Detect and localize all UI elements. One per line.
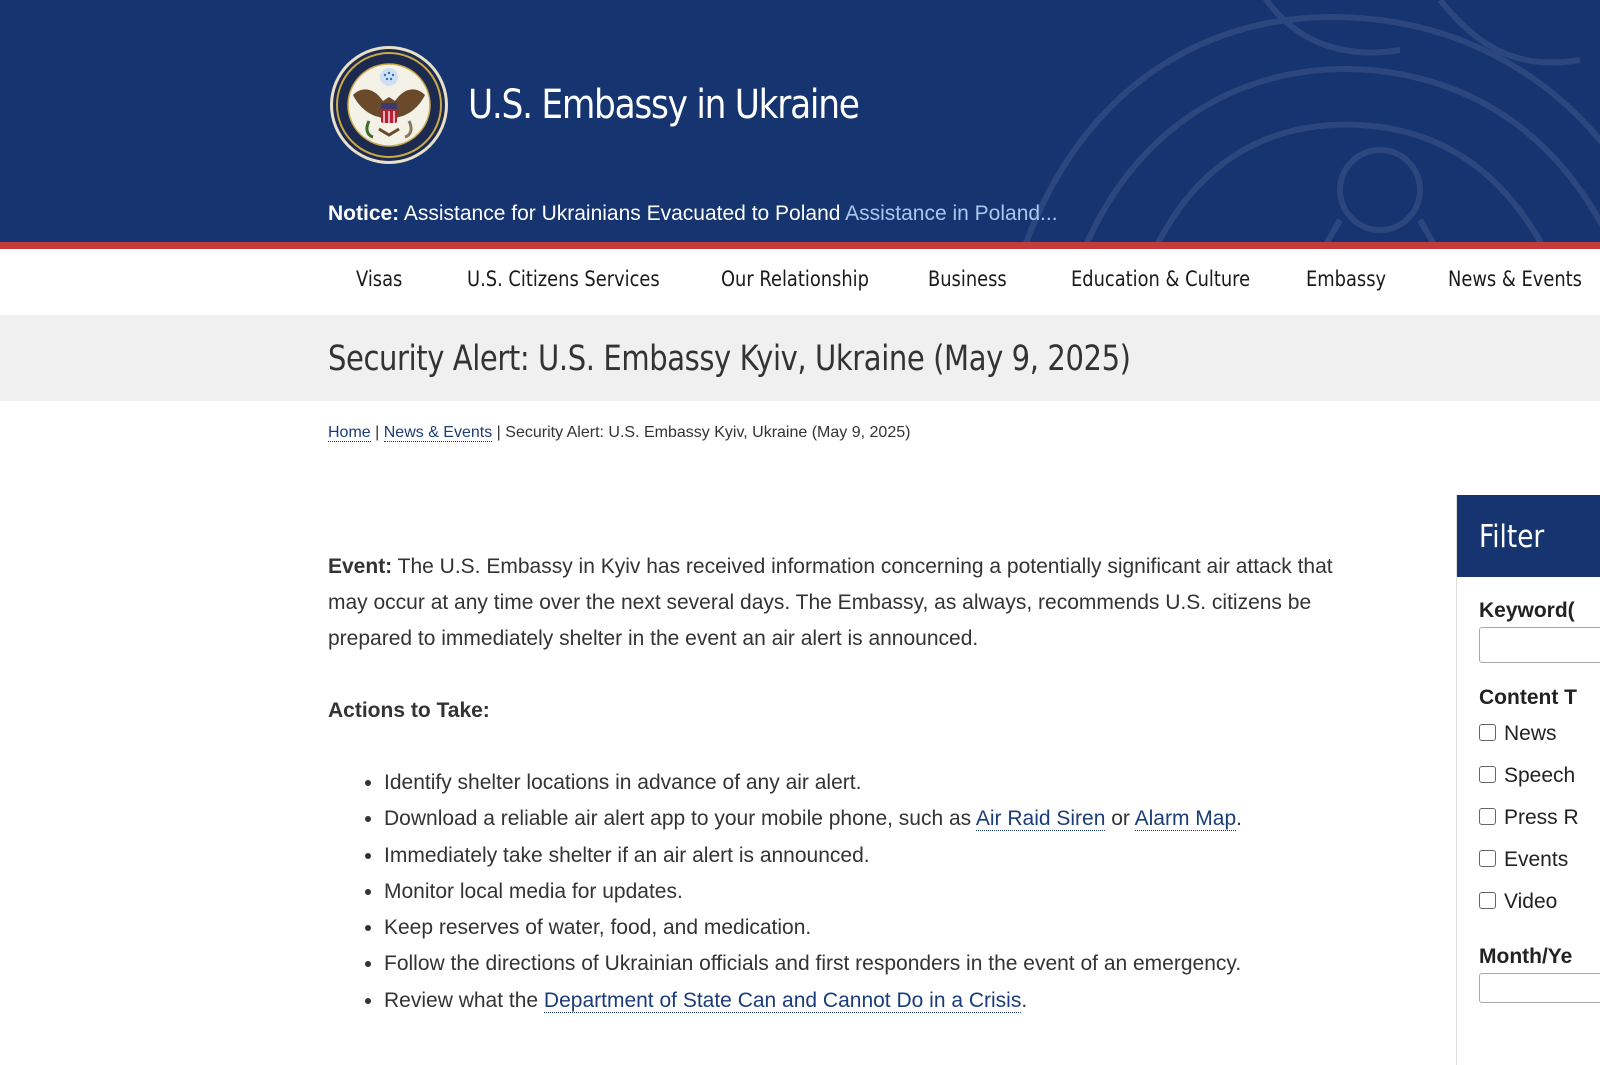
nav-item-news-events[interactable]: News & Events	[1448, 267, 1582, 291]
filter-option-label: Press R	[1504, 806, 1579, 829]
bullet-text: Review what the	[384, 988, 544, 1012]
list-item: • Identify shelter locations in advance of any air alert.	[384, 765, 1358, 801]
checkbox[interactable]	[1479, 850, 1496, 867]
page-title-band	[0, 315, 1600, 401]
breadcrumb	[328, 424, 910, 442]
checkbox[interactable]	[1479, 724, 1496, 741]
main-navigation	[0, 249, 1600, 315]
page-title: Security Alert: U.S. Embassy Kyiv, Ukraine (May 9, 2025)	[328, 339, 1131, 379]
site-header	[0, 0, 1600, 242]
month-year-input[interactable]	[1479, 973, 1600, 1003]
nav-item-us-citizens-services[interactable]: U.S. Citizens Services	[467, 267, 660, 291]
accent-divider	[0, 242, 1600, 249]
notice-label: Notice:	[328, 202, 400, 225]
bullet-text: .	[1236, 807, 1242, 831]
filter-option-news[interactable]	[1479, 722, 1557, 746]
alarm-map-link[interactable]: Alarm Map	[1134, 807, 1237, 831]
air-raid-siren-link[interactable]: Air Raid Siren	[975, 807, 1106, 831]
breadcrumb-current: Security Alert: U.S. Embassy Kyiv, Ukraine (May 9, 2025)	[505, 424, 911, 441]
list-item	[384, 983, 1358, 1019]
checkbox[interactable]	[1479, 892, 1496, 909]
list-item	[384, 801, 1358, 837]
keyword-label: Keyword(	[1479, 599, 1575, 622]
nav-item-our-relationship[interactable]: Our Relationship	[721, 267, 869, 291]
list-item: • Monitor local media for updates.	[384, 874, 1358, 910]
actions-list	[328, 765, 1358, 1019]
nav-item-education-culture[interactable]: Education & Culture	[1071, 267, 1251, 291]
nav-item-business[interactable]: Business	[928, 267, 1007, 291]
filter-option-label: Events	[1504, 848, 1569, 871]
event-text: The U.S. Embassy in Kyiv has received information concerning a potentially significant air attack that may occur at any time over the next several days. The Embassy, as always, recommends U.S. citizens be prepared to immediately shelter in the event an air alert is announced.	[328, 555, 1333, 650]
filter-option-press-release[interactable]	[1479, 806, 1579, 830]
event-paragraph	[328, 549, 1358, 657]
filter-option-events[interactable]	[1479, 848, 1568, 872]
filter-option-label: News	[1504, 722, 1557, 745]
article-body	[328, 549, 1358, 1019]
nav-item-visas[interactable]: Visas	[356, 267, 403, 291]
checkbox[interactable]	[1479, 766, 1496, 783]
filter-panel	[1456, 495, 1600, 1065]
keyword-input[interactable]	[1479, 627, 1600, 663]
bullet-text: .	[1021, 988, 1028, 1012]
month-year-label: Month/Ye	[1479, 945, 1573, 968]
notice-text: Assistance for Ukrainians Evacuated to Poland	[399, 202, 846, 225]
breadcrumb-news-events-link[interactable]: News & Events	[383, 424, 493, 441]
list-item: • Keep reserves of water, food, and medication.	[384, 910, 1358, 946]
department-of-state-seal-icon[interactable]	[329, 45, 449, 165]
event-label: Event:	[328, 555, 393, 578]
crisis-info-link[interactable]: Department of State Can and Cannot Do in a Crisis	[543, 988, 1022, 1012]
filter-title: Filter	[1479, 519, 1545, 555]
notice-link[interactable]: Assistance in Poland...	[845, 202, 1058, 225]
list-item: • Immediately take shelter if an air alert is announced.	[384, 838, 1358, 874]
bullet-text: Download a reliable air alert app to your mobile phone, such as	[384, 807, 976, 831]
filter-option-label: Video	[1504, 890, 1558, 913]
filter-header	[1457, 495, 1600, 577]
nav-item-embassy[interactable]: Embassy	[1306, 267, 1387, 291]
checkbox[interactable]	[1479, 808, 1496, 825]
actions-heading: Actions to Take:	[328, 699, 490, 722]
breadcrumb-home-link[interactable]: Home	[328, 424, 371, 441]
list-item: • Follow the directions of Ukrainian officials and first responders in the event of an emergency.	[384, 946, 1358, 982]
filter-option-video[interactable]	[1479, 890, 1557, 914]
bullet-text: or	[1105, 807, 1135, 831]
notice-bar	[328, 202, 1058, 226]
filter-option-speech[interactable]	[1479, 764, 1575, 788]
breadcrumb-separator: |	[492, 424, 506, 441]
filter-option-label: Speech	[1504, 764, 1576, 787]
breadcrumb-separator: |	[370, 424, 384, 441]
site-title[interactable]: U.S. Embassy in Ukraine	[468, 82, 859, 128]
content-type-label: Content T	[1479, 686, 1577, 709]
